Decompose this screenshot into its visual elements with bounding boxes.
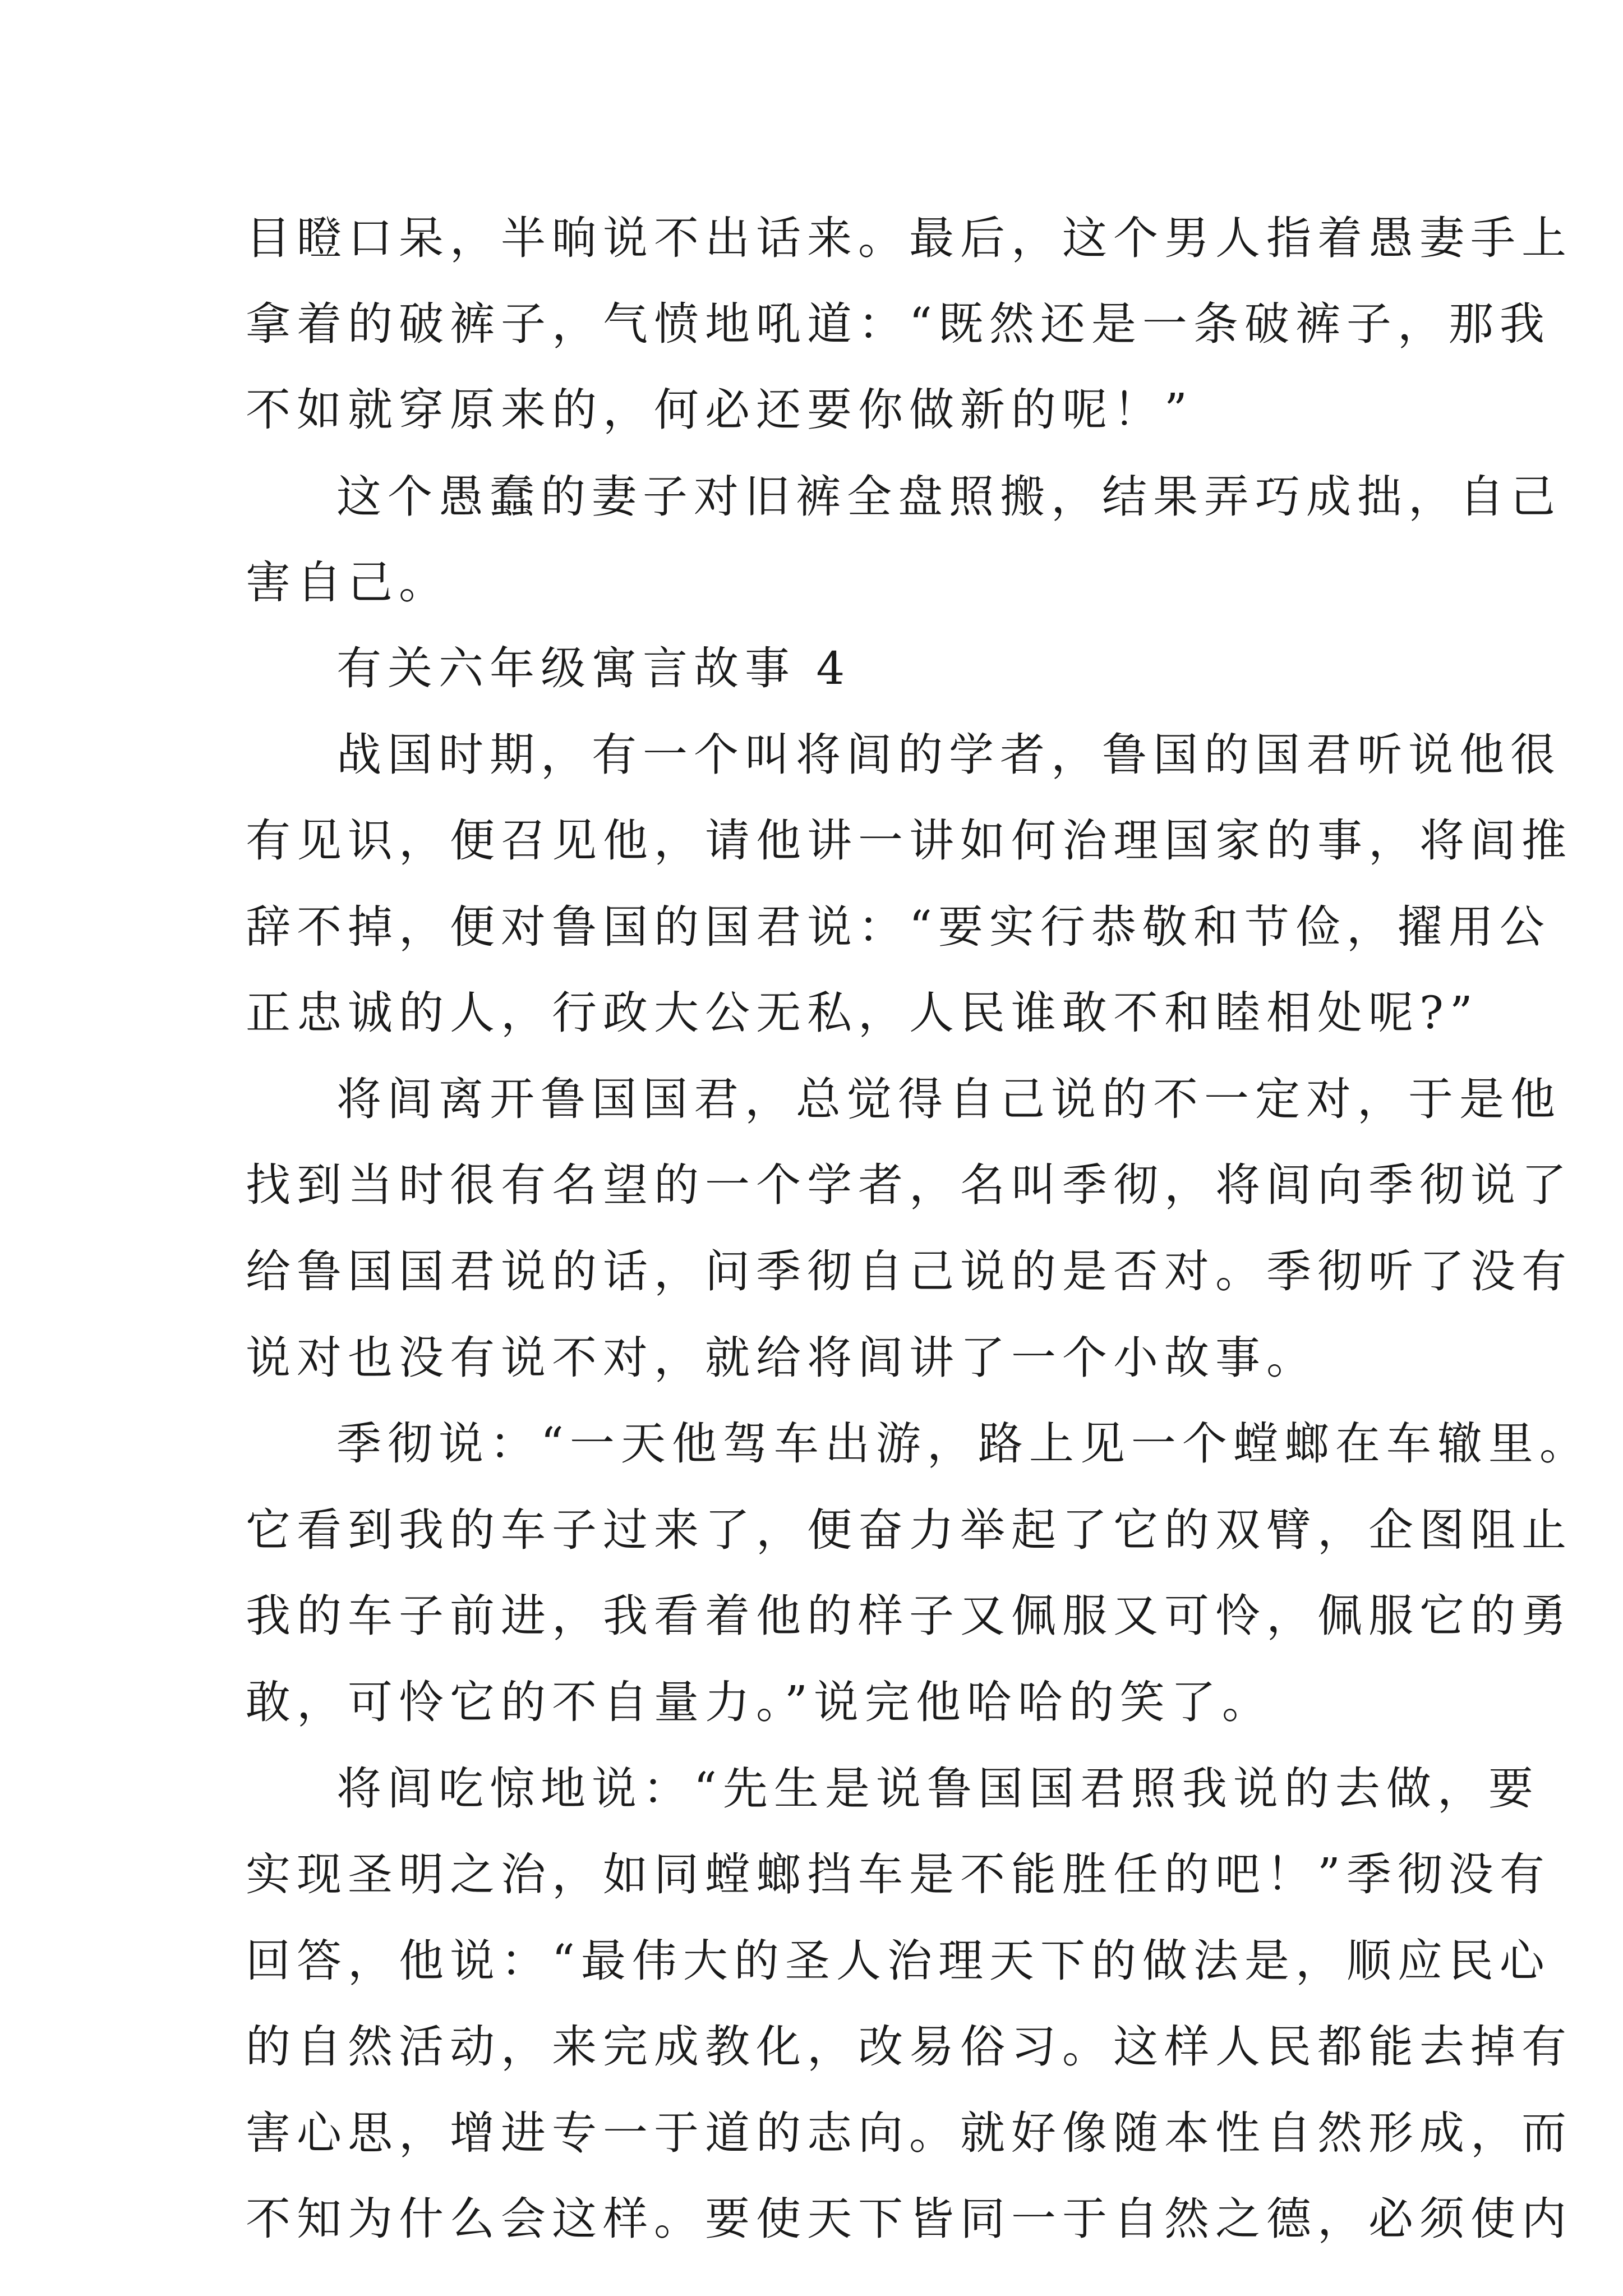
- text-line: 它看到我的车子过来了，便奋力举起了它的双臂，企图阻止: [246, 1504, 1573, 1556]
- text-line: 目瞪口呆，半晌说不出话来。最后，这个男人指着愚妻手上: [246, 212, 1573, 264]
- paragraph-start-line: 战国时期，有一个叫将闾的学者，鲁国的国君听说他很: [336, 729, 1561, 781]
- text-line: 找到当时很有名望的一个学者，名叫季彻，将闾向季彻说了: [246, 1159, 1573, 1211]
- text-line: 敢，可怜它的不自量力。”说完他哈哈的笑了。: [246, 1676, 1273, 1728]
- paragraph-start-line: 季彻说：“一天他驾车出游，路上见一个螳螂在车辙里。: [336, 1418, 1590, 1470]
- text-line: 给鲁国国君说的话，问季彻自己说的是否对。季彻听了没有: [246, 1245, 1573, 1297]
- text-line: 说对也没有说不对，就给将闾讲了一个小故事。: [246, 1332, 1317, 1384]
- text-line: 不知为什么会这样。要使天下皆同一于自然之德，必须使内: [246, 2193, 1573, 2245]
- section-heading: 有关六年级寓言故事 4: [336, 642, 851, 694]
- text-line: 回答，他说：“最伟大的圣人治理天下的做法是，顺应民心: [246, 1935, 1551, 1987]
- text-line: 正忠诚的人，行政大公无私，人民谁敢不和睦相处呢?”: [246, 987, 1479, 1039]
- text-line: 我的车子前进，我看着他的样子又佩服又可怜，佩服它的勇: [246, 1590, 1573, 1642]
- text-line: 的自然活动，来完成教化，改易俗习。这样人民都能去掉有: [246, 2021, 1573, 2073]
- text-line: 害心思，增进专一于道的志向。就好像随本性自然形成，而: [246, 2107, 1573, 2159]
- paragraph-start-line: 这个愚蠢的妻子对旧裤全盘照搬，结果弄巧成拙，自己: [336, 471, 1561, 523]
- text-line: 害自己。: [246, 556, 450, 609]
- text-line: 实现圣明之治，如同螳螂挡车是不能胜任的吧！”季彻没有: [246, 1848, 1551, 1901]
- text-line: 辞不掉，便对鲁国的国君说：“要实行恭敬和节俭，擢用公: [246, 901, 1551, 953]
- paragraph-start-line: 将闾吃惊地说：“先生是说鲁国国君照我说的去做，要: [336, 1763, 1539, 1815]
- text-line: 拿着的破裤子，气愤地吼道：“既然还是一条破裤子，那我: [246, 298, 1551, 350]
- text-line: 有见识，便召见他，请他讲一讲如何治理国家的事，将闾推: [246, 815, 1573, 867]
- paragraph-start-line: 将闾离开鲁国国君，总觉得自己说的不一定对，于是他: [336, 1073, 1561, 1125]
- text-line: 不如就穿原来的，何必还要你做新的呢！”: [246, 384, 1193, 436]
